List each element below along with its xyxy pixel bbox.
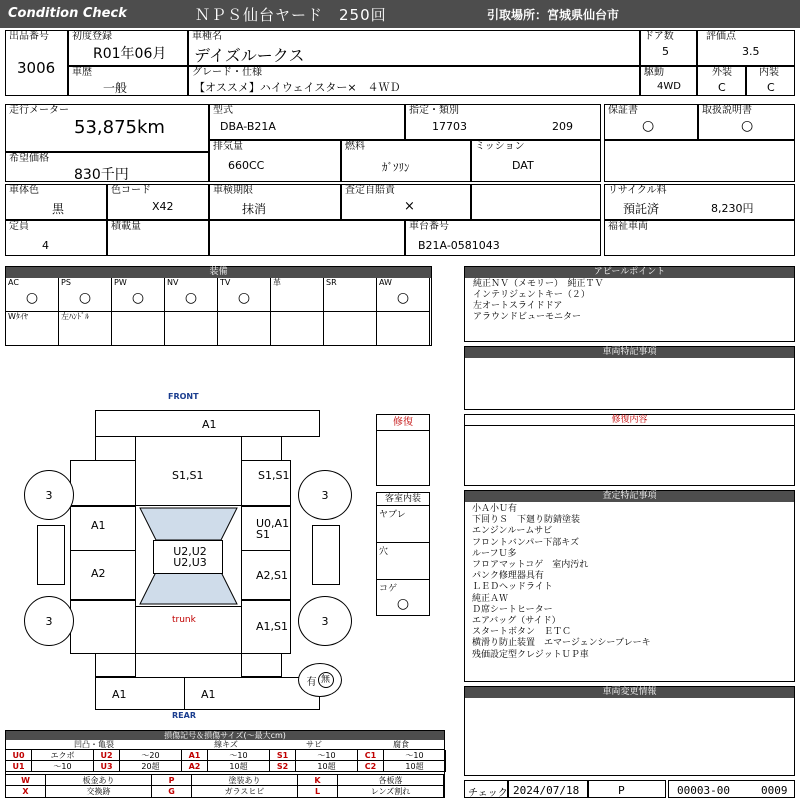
special-notes-box (464, 346, 795, 410)
load-cell (107, 220, 209, 256)
equipment-label: SR (326, 278, 337, 287)
manual-label: 取扱説明書 (702, 105, 752, 116)
legend-code: L (298, 786, 338, 797)
equipment-cell (165, 312, 218, 346)
color-code: X42 (152, 200, 174, 213)
interior-grade: C (767, 81, 775, 94)
interior-box (376, 492, 430, 616)
history: 一般 (103, 81, 128, 95)
mission-cell (471, 140, 601, 182)
equipment-mark: ○ (25, 290, 39, 306)
pickup-location: 引取場所：宮城県仙台市 (487, 8, 620, 22)
footer-page: 0009 (761, 784, 788, 797)
check-date: 2024/07/18 (513, 784, 580, 797)
legend-size: 10超 (208, 761, 270, 772)
appeal-line: 左オートスライドドア (473, 301, 563, 311)
equipment-cell (324, 312, 377, 346)
equipment-box (5, 266, 432, 346)
score-cell (697, 30, 795, 66)
grade-label: グレード・仕様 (192, 67, 262, 78)
appeal-line: 純正ＮＶ（メモリー） 純正ＴＶ (473, 279, 604, 289)
legend-code: X (6, 786, 46, 797)
inspection-note-line: ルーフＵ多 (472, 548, 517, 559)
recycle-status: 預託済 (623, 202, 660, 216)
tire-rear-left: 3 (24, 596, 74, 646)
equipment-label: AW (379, 278, 392, 287)
auction-title: ＮＰＳ仙台ヤード 250回 (195, 6, 387, 24)
price: 830千円 (74, 167, 129, 183)
tire-front-left: 3 (24, 470, 74, 520)
quarter-left (70, 600, 136, 654)
price-label: 希望価格 (9, 153, 49, 164)
front-bumper: A1 (95, 410, 320, 437)
check-date-cell (508, 780, 588, 798)
repair-title: 修復 (377, 415, 429, 431)
equipment-cell (377, 278, 430, 312)
inspection-note-line: Ｄ席シートヒーター (472, 604, 553, 615)
equipment-cell (324, 278, 377, 312)
trunk-lid: trunk (135, 606, 242, 654)
equipment-label: AC (8, 278, 19, 287)
appeal-box (464, 266, 795, 342)
legend-code: K (298, 775, 338, 786)
exterior-grade: C (718, 81, 726, 94)
model-cell (209, 104, 405, 140)
repair-content-box (464, 414, 795, 486)
equipment-cell (271, 312, 324, 346)
equipment-cell (6, 312, 59, 346)
equipment-label: TV (220, 278, 231, 287)
liability-label: 査定自賠責 (345, 185, 395, 196)
legend-size: ～20 (120, 750, 182, 761)
chassis-number: B21A-0581043 (418, 239, 500, 252)
inspection-note-line: 下回りＳ 下廻り防錆塗装 (472, 515, 581, 526)
mileage-label: 走行メーター (9, 105, 69, 116)
displacement-label: 排気量 (213, 141, 243, 152)
interior-title: 客室内装 (377, 493, 429, 506)
legend-code: C1 (358, 750, 384, 761)
inspection-notes-lines (472, 504, 651, 661)
quarter-right: A1,S1 (241, 600, 291, 654)
equipment-label: 革 (273, 278, 281, 287)
equipment-label: PW (114, 278, 127, 287)
recycle-label: リサイクル料 (608, 185, 667, 196)
equipment-label: PS (61, 278, 71, 287)
door-right-rear: A2,S1 (241, 550, 291, 600)
legend-code: C2 (358, 761, 384, 772)
windshield (140, 508, 237, 540)
capacity: 4 (42, 239, 49, 252)
manual-mark: ○ (741, 118, 754, 134)
color-code-label: 色コード (111, 185, 151, 196)
body-color-cell (5, 184, 107, 220)
fender-left (70, 460, 136, 506)
recycle-fee: 8,230円 (711, 202, 754, 215)
legend-code: A1 (182, 750, 208, 761)
appeal-title: アピールポイント (465, 267, 794, 278)
equipment-mark: ○ (78, 290, 92, 306)
designation: 17703 (432, 120, 467, 133)
lot-number-cell (5, 30, 68, 96)
legend-code: U1 (6, 761, 32, 772)
car-name-cell (188, 30, 640, 66)
chassis-blank-cell (209, 220, 405, 256)
rear-label: REAR (172, 711, 196, 720)
inspection-note-line: 残価設定型クレジットＵＰ車 (472, 649, 589, 660)
first-registration-cell (68, 30, 188, 66)
score-label: 評価点 (706, 31, 736, 42)
price-cell (5, 152, 209, 182)
tire-rear-right: 3 (298, 596, 352, 646)
displacement: 660CC (228, 159, 265, 172)
category: 209 (552, 120, 573, 133)
doors-cell (640, 30, 697, 66)
inspection-note-line: フロアマットコゲ 室内汚れ (472, 560, 589, 571)
mileage: 53,875km (74, 117, 165, 138)
equipment-cell (377, 312, 430, 346)
legend-code: A2 (182, 761, 208, 772)
equipment-title: 装備 (6, 267, 431, 278)
interior-row (377, 580, 429, 617)
header-bar (0, 0, 800, 28)
load-label: 積載量 (111, 221, 141, 232)
grade: 【オススメ】ハイウェイスター× ４ＷＤ (194, 81, 401, 94)
designation-label: 指定・類別 (409, 105, 459, 116)
legend-damage-row (6, 750, 444, 761)
legend-size: 10超 (384, 761, 446, 772)
spare-tire: 有 無 (298, 663, 342, 697)
legend-meaning: 交換跡 (46, 786, 152, 797)
mirror-right (312, 525, 340, 585)
appeal-lines (473, 279, 604, 323)
car-name: デイズルークス (194, 46, 305, 65)
roof: U2,U2 U2,U3 (153, 540, 223, 574)
interior-grade-label: 内装 (759, 67, 779, 78)
legend-group-row (6, 740, 444, 750)
fuel-label: 燃料 (345, 141, 365, 152)
inspection-notes-box (464, 490, 795, 682)
equipment-cell (218, 278, 271, 312)
capacity-label: 定員 (9, 221, 29, 232)
equipment-cell (112, 312, 165, 346)
spare-tire-mark: 無 (318, 672, 334, 688)
door-left-front: A1 (70, 506, 136, 551)
appeal-line: インテリジェントキー（２） (473, 290, 590, 300)
model-label: 型式 (213, 105, 233, 116)
lot-number-label: 出品番号 (9, 31, 49, 42)
liability-mark: × (404, 199, 415, 214)
legend-size: ～10 (296, 750, 358, 761)
welfare-cell (604, 220, 795, 256)
brand-title: Condition Check (8, 6, 127, 21)
inspection-note-line: ＬＥＤヘッドライト (472, 582, 553, 593)
special-notes-title: 車両特記事項 (465, 347, 794, 358)
fender-right: S1,S1 (241, 460, 291, 506)
equipment-cell (218, 312, 271, 346)
chassis-cell (405, 220, 601, 256)
chassis-label: 車台番号 (409, 221, 449, 232)
drive: 4WD (657, 81, 681, 92)
legend-code: S2 (270, 761, 296, 772)
mission: DAT (512, 159, 534, 172)
legend-size: エクボ (32, 750, 94, 761)
equipment-cell (59, 278, 112, 312)
legend-meaning: 各板落 (338, 775, 444, 786)
legend-size: ～10 (384, 750, 446, 761)
fuel: ｶﾞｿﾘﾝ (382, 161, 410, 174)
welfare-label: 福祉車両 (608, 221, 648, 232)
mission-label: ミッション (475, 141, 525, 152)
legend-damage-row (6, 761, 444, 772)
score: 3.5 (742, 45, 760, 58)
interior-item-label: コゲ (379, 584, 398, 594)
taillight-left (95, 653, 136, 677)
manual-cell (698, 104, 795, 140)
legend-meaning: レンズ割れ (338, 786, 444, 797)
inspection-note-line: エンジンルームサビ (472, 526, 553, 537)
legend-box (5, 730, 445, 798)
inspection-note-line: エアバッグ（サイド） (472, 616, 561, 627)
inspection-expiry: 抹消 (242, 202, 267, 216)
inspection-note-line: 純正ＡＷ (472, 593, 509, 604)
legend-code: U3 (94, 761, 120, 772)
legend-meaning: ガラスヒビ (192, 786, 298, 797)
interior-item-label: ヤブレ (379, 510, 406, 520)
check-code: P (618, 784, 625, 797)
repair-box (376, 414, 430, 486)
legend-group-label: 腐食 (393, 740, 409, 749)
check-label-cell (464, 780, 508, 798)
inspection-note-line: スタートボタン ＥＴＣ (472, 627, 572, 638)
equipment-label: Wﾀｲﾔ (8, 312, 28, 321)
equipment-label: 左ﾊﾝﾄﾞﾙ (61, 312, 89, 321)
inspection-note-line: フロントバンパー下部キズ (472, 537, 580, 548)
headlight-left (95, 436, 136, 461)
doors: 5 (662, 45, 669, 58)
change-info-title: 車両変更情報 (465, 687, 794, 698)
headlight-right (241, 436, 282, 461)
color-code-cell (107, 184, 209, 220)
liability-cell (341, 184, 471, 220)
legend-code: S1 (270, 750, 296, 761)
body-color-label: 車体色 (9, 185, 39, 196)
footer-number: 00003-00 (677, 784, 730, 797)
exterior-label: 外装 (712, 67, 732, 78)
warranty-cell (604, 104, 698, 140)
warranty-label: 保証書 (608, 105, 638, 116)
rear-bumper-right: A1 (184, 677, 320, 710)
inspection-note-line: パンク修理器具有 (472, 571, 544, 582)
history-cell (68, 66, 188, 96)
interior-row (377, 543, 429, 580)
inspection-expiry-cell (209, 184, 341, 220)
equipment-mark: ○ (396, 290, 410, 306)
fuel-cell (341, 140, 471, 182)
check-code-cell (588, 780, 666, 798)
front-label: FRONT (168, 392, 199, 401)
first-registration: R01年06月 (93, 46, 167, 62)
legend-meaning: 塗装あり (192, 775, 298, 786)
legend-size: ～10 (32, 761, 94, 772)
capacity-cell (5, 220, 107, 256)
equipment-label: NV (167, 278, 179, 287)
legend-repair-row (6, 775, 444, 786)
legend-code: G (152, 786, 192, 797)
rear-bumper-left: A1 (95, 677, 185, 710)
equipment-mark: ○ (131, 290, 145, 306)
interior-grade-cell (746, 66, 795, 96)
legend-code: W (6, 775, 46, 786)
history-label: 車歴 (72, 67, 92, 78)
car-name-label: 車種名 (192, 31, 222, 42)
legend-repair-row (6, 786, 444, 797)
legend-group-label: サビ (306, 740, 322, 749)
rear-window (140, 572, 237, 604)
warranty-mark: ○ (642, 118, 655, 134)
inspection-note-line: 横滑り防止装置 エマージェンシーブレーキ (472, 638, 651, 649)
equipment-mark: ○ (237, 290, 251, 306)
exterior-cell (697, 66, 746, 96)
first-registration-label: 初度登録 (72, 31, 112, 42)
change-info-box (464, 686, 795, 776)
liability-blank-cell (471, 184, 601, 220)
body-color: 黒 (52, 202, 65, 216)
legend-size: 10超 (296, 761, 358, 772)
designation-cell (405, 104, 601, 140)
legend-code: U0 (6, 750, 32, 761)
door-left-rear: A2 (70, 550, 136, 600)
legend-size: 20超 (120, 761, 182, 772)
taillight-right (241, 653, 282, 677)
model: DBA-B21A (220, 120, 276, 133)
inspection-expiry-label: 車検期限 (213, 185, 253, 196)
legend-meaning: 板金あり (46, 775, 152, 786)
legend-code: P (152, 775, 192, 786)
repair-content-title: 修復内容 (465, 415, 794, 426)
inspection-notes-title: 査定特記事項 (465, 491, 794, 502)
legend-code: U2 (94, 750, 120, 761)
interior-row (377, 506, 429, 543)
equipment-cell (165, 278, 218, 312)
interior-item-label: 穴 (379, 547, 389, 557)
legend-size: ～10 (208, 750, 270, 761)
drive-cell (640, 66, 697, 96)
legend-group-label: 凹凸・亀裂 (74, 740, 114, 749)
grade-cell (188, 66, 640, 96)
equipment-cell (112, 278, 165, 312)
equipment-cell (271, 278, 324, 312)
mirror-left (37, 525, 65, 585)
equipment-cell (59, 312, 112, 346)
blank-right-cell (604, 140, 795, 182)
lot-number: 3006 (17, 59, 56, 77)
check-label: チェック (468, 788, 508, 799)
tire-front-right: 3 (298, 470, 352, 520)
recycle-cell (604, 184, 795, 220)
footer-number-cell (668, 780, 795, 798)
interior-item-mark: ○ (396, 596, 410, 612)
hood: S1,S1 (135, 436, 242, 506)
legend-group-label: 線キズ (214, 740, 238, 749)
door-right-front: U0,A1 S1 (241, 506, 291, 551)
drive-label: 駆動 (644, 67, 664, 78)
mileage-cell (5, 104, 209, 152)
displacement-cell (209, 140, 341, 182)
equipment-cell (6, 278, 59, 312)
doors-label: ドア数 (644, 31, 674, 42)
inspection-note-line: 小Ａ小Ｕ有 (472, 504, 518, 514)
equipment-mark: ○ (184, 290, 198, 306)
appeal-line: アラウンドビューモニター (473, 312, 582, 322)
legend-title: 損傷記号＆損傷サイズ(～最大cm) (6, 731, 444, 740)
